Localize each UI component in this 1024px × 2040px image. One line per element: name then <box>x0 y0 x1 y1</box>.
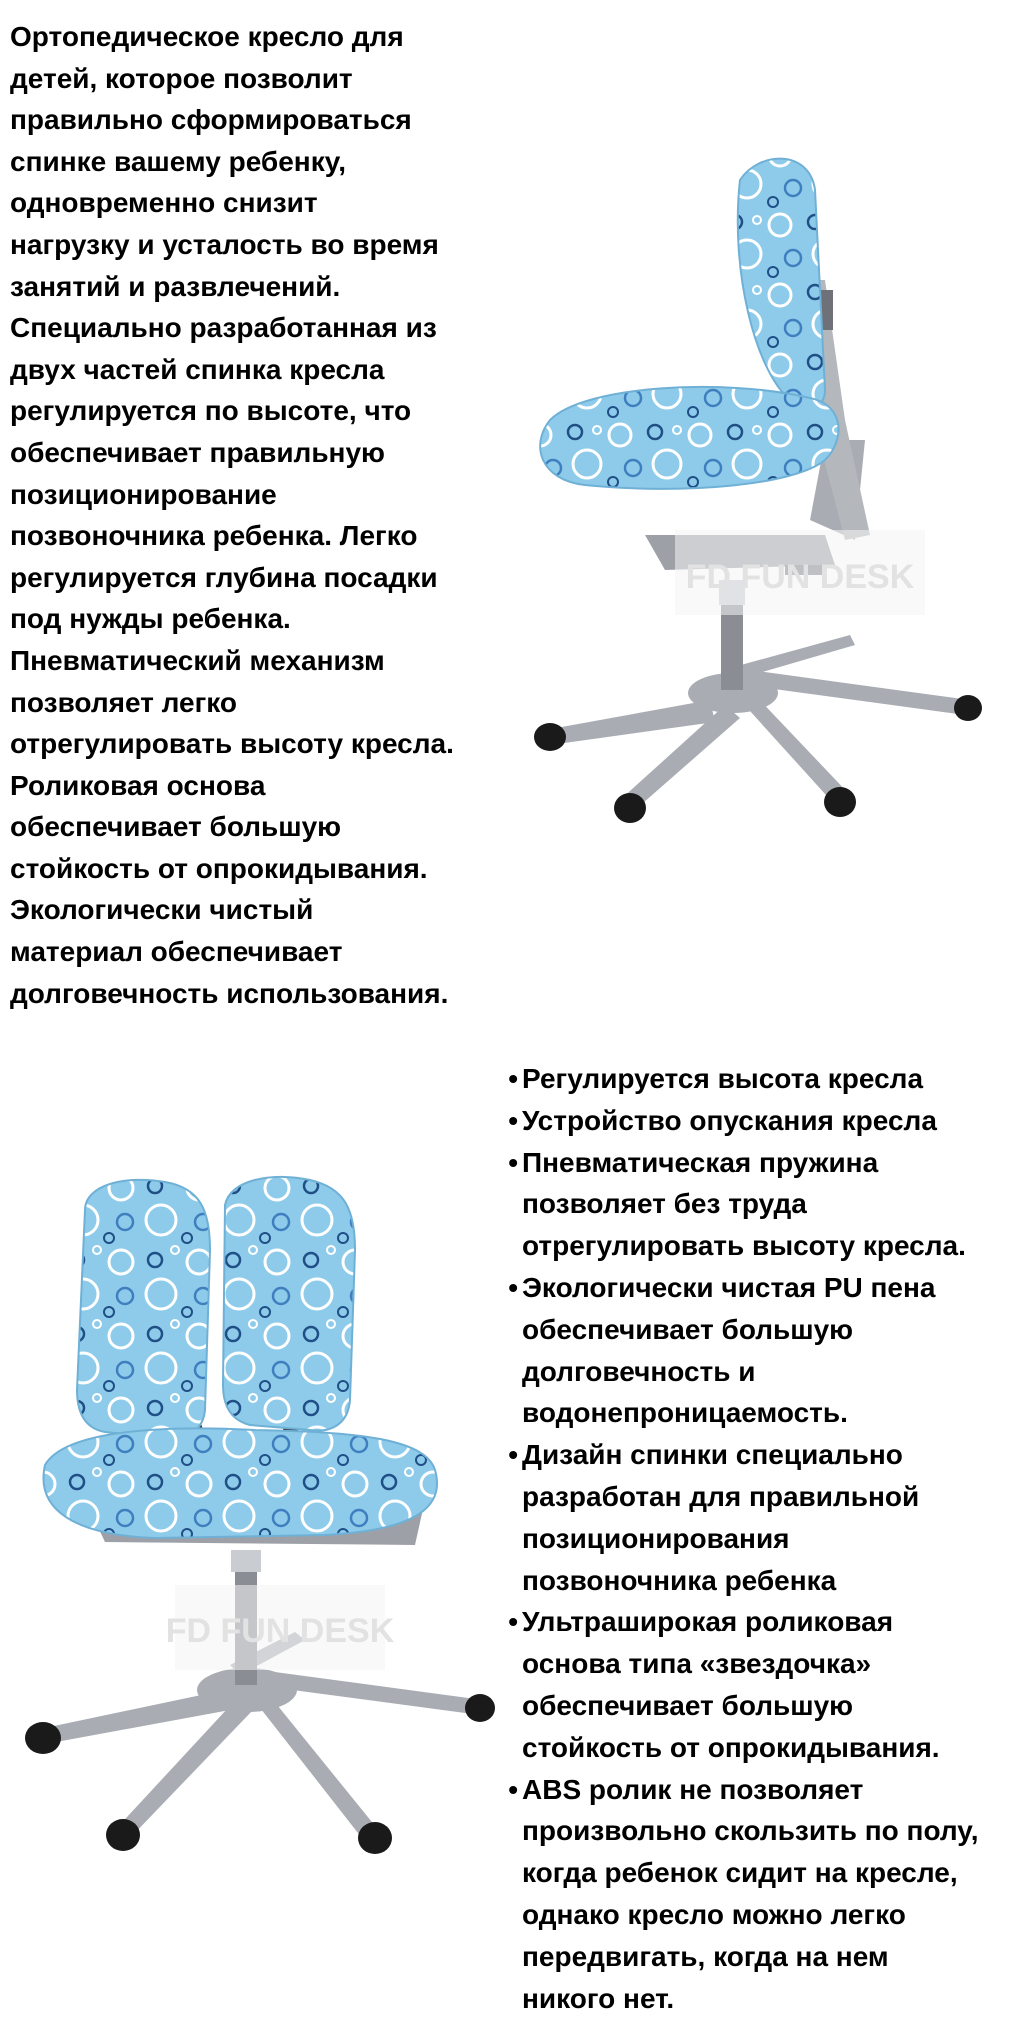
feature-item <box>498 1142 1013 1267</box>
bullet-icon: • <box>508 1606 518 1638</box>
chair-base <box>545 635 970 810</box>
product-description: Ортопедическое кресло для детей, которое позволит правильно сформироваться спинке вашему ребенку, одновременно снизит нагрузку и усталость во время занятий и развлечений. Специально разработанная из двух частей спинка кресла регулируется по высоте, что обеспечивает правильную позиционирование позвоночника ребенка. Легко регулируется глубина посадки под нужды ребенка. Пневматический механизм позволяет легко отрегулировать высоту кресла. Роликовая основа обеспечивает большую стойкость от опрокидывания. Экологически чистый материал обеспечивает долговечность использования. <box>10 21 454 1009</box>
chair-front-view-image <box>25 1170 505 1880</box>
feature-text: Ультраширокая роликовая основа типа «звездочка» обеспечивает большую стойкость от опрокидывания. <box>522 1606 940 1763</box>
feature-item <box>498 1100 1013 1142</box>
feature-item <box>498 1267 1013 1434</box>
feature-item <box>498 1601 1013 1768</box>
feature-text: Устройство опускания кресла <box>522 1104 937 1136</box>
feature-text: Регулируется высота кресла <box>522 1063 924 1094</box>
bullet-icon: • <box>508 1063 518 1094</box>
feature-text: ABS ролик не позволяет произвольно скользить по полу, когда ребенок сидит на кресле, однако кресло можно легко передвигать, когда на нем никого нет. <box>522 1773 979 2014</box>
feature-text: Пневматическая пружина позволяет без труда отрегулировать высоту кресла. <box>522 1146 966 1262</box>
feature-text: Дизайн спинки специально разработан для правильной позиционирования позвоночника ребенка <box>522 1439 920 1596</box>
bullet-icon: • <box>508 1271 518 1303</box>
feature-list <box>498 1058 1013 2019</box>
bullet-icon: • <box>508 1773 518 1805</box>
bullet-icon: • <box>508 1104 518 1136</box>
chair-side-view-image <box>525 140 1015 840</box>
watermark-side: FD FUN DESK <box>685 558 915 596</box>
feature-item <box>498 1058 1013 1100</box>
bullet-icon: • <box>508 1439 518 1471</box>
feature-item <box>498 1769 1013 2020</box>
feature-item <box>498 1434 1013 1601</box>
watermark-front: FD FUN DESK <box>165 1612 395 1650</box>
bullet-icon: • <box>508 1146 518 1178</box>
feature-text: Экологически чистая PU пена обеспечивает большую долговечность и водонепроницаемость. <box>522 1271 936 1429</box>
